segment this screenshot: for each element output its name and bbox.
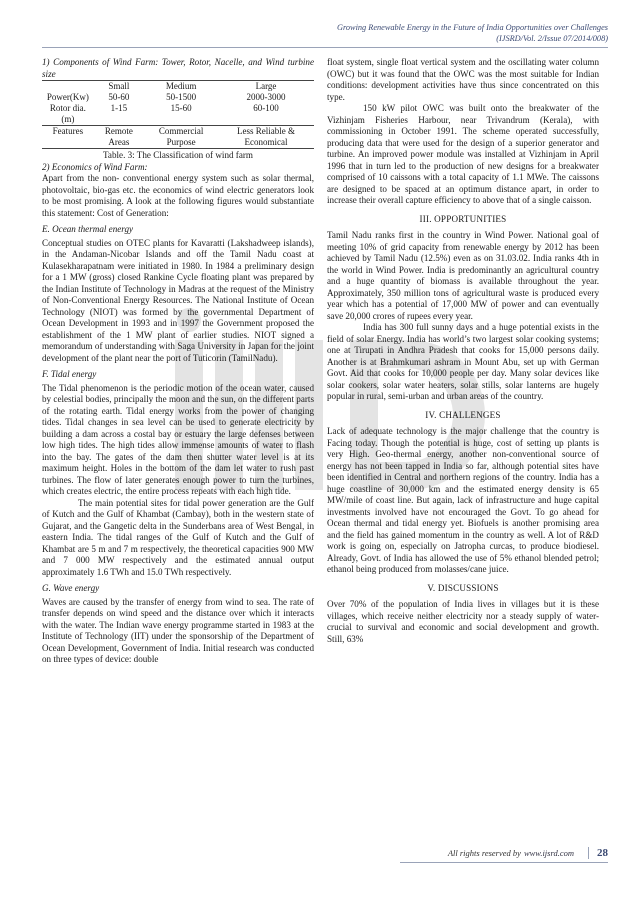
paragraph-opportunities-1: Tamil Nadu ranks first in the country in Wind Power. National goal of meeting 10% of grid capacity from renewable energy by 2012 has been achieved by Tamil Nadu (12.5%) even as on 31.03.02. India ranks 4th in the world in Wind Power. India is predominantly an agricultural country and a huge quantity of biomass is available throughout the year. Approximately, 350 million tons of agricultural waste is produced every year which has a potential of 17,000 MW of power and can eventually save 20,000 crores of rupees every year.: [327, 230, 599, 321]
paragraph-tidal-2: The main potential sites for tidal power generation are the Gulf of Kutch and the Gulf of Khambat (Cambay), both in the western state of Gujarat, and the Gangetic delta in the Sunderbans area of West Bengal, in eastern India. The tidal ranges of the Gulf of Kutch and the Gulf of Khambat are 5 m and 7 m respectively, the theoretical capacities 900 MW and 7 000 MW respectively and the estimated annual output approximately 1.6 TWh and 15.0 TWh respectively.: [42, 497, 314, 577]
footer-divider: [400, 862, 608, 863]
paragraph-owc: 150 kW pilot OWC was built onto the breakwater of the Vizhinjam Fisheries Harbour, near Trivandrum (Kerala), with commissioning in October 1991. The scheme operated successfully, producing data that were used for the design of a superior generator and turbine. An improved power module was installed at Vizhinjam in April 1996 that in turn led to the production of new designs for a breakwater comprised of 10 caissons with a total capacity of 1.1 MWe. The caissons are designed to be spaced at an optimum distance apart, in order to increase their overall capture efficiency to above that of a single caisson.: [327, 103, 599, 205]
table-row: [42, 103, 314, 126]
section-challenges-heading: IV. CHALLENGES: [425, 409, 501, 420]
running-header: [337, 22, 608, 44]
table-cell: 15-60: [170, 103, 192, 113]
paragraph-discussions: Over 70% of the population of India lives in villages but it is these villages, which receive neither electricity nor a steady supply of water- crucial to survival and economic and social development and growth. Still, 63%: [327, 599, 599, 644]
wind-farm-table: [42, 80, 314, 149]
header-divider: [42, 47, 608, 48]
table-header-cell: [42, 81, 94, 93]
header-title: Growing Renewable Energy in the Future of India Opportunities over Challenges: [337, 23, 608, 32]
table-cell: 1-15: [110, 103, 128, 113]
paragraph-challenges: Lack of adequate technology is the major challenge that the country is Facing today. Though the potential is huge, cost of setting up plants is very High. Geo-thermal energy, another non-conventional source of energy has not been tapped in India so far, although potential sites have been identified in Central and northern regions of the country. India has a huge coastline of 30,000 km and the estimated energy density is 65 MW/mile of coast line. But again, lack of infrastructure and huge capital investments involved have not encouraged the Govt. To go ahead for Ocean thermal and tidal energy yet. Biofuels is another promising area and the field has gained momentum in the country as well. A lot of R&D work is going on, especially on Jatropha curcas, to produce biodiesel. Already, Govt. of India has allowed the use of 5% ethanol blended petrol; ethanol being produced from molasses/cane juice.: [327, 426, 599, 574]
section-opportunities-heading: III. OPPORTUNITIES: [419, 213, 507, 224]
footer-site-link[interactable]: www.ijsrd.com: [523, 848, 574, 858]
page-number: 28: [588, 847, 608, 859]
table-cell: 50-60: [108, 92, 130, 102]
paragraph-wave-continued: float system, single float vertical system and the oscillating water column (OWC) but it was found that the OWC was the most suitable for Indian conditions: development activities have thus since concentrated on this type.: [327, 57, 599, 102]
header-issue: (IJSRD/Vol. 2/Issue 07/2014/008): [496, 34, 608, 43]
paragraph-economics: Apart from the non- conventional energy system such as solar thermal, photovoltaic, bio-gas etc. the economics of wind electric generators look to be most promising. A look at the following figures would substantiate this statement: Cost of Generation:: [42, 173, 314, 218]
table-caption: Table. 3: The Classification of wind farm: [103, 150, 253, 160]
table-cell: 60-100: [253, 103, 279, 113]
section-discussions-heading: V. DISCUSSIONS: [427, 582, 499, 593]
paragraph-wave: Waves are caused by the transfer of energy from wind to sea. The rate of transfer depends on wind speed and the distance over which it interacts with the water. The Indian wave energy programme started in 1983 at the Institute of Technology (IIT) under the sponsorship of the Department of Ocean Development, Government of India. Initial research was conducted on three types of device: double: [42, 596, 314, 664]
table-cell: 2000-3000: [246, 92, 286, 102]
table-cell: Less Reliable & Economical: [218, 126, 314, 149]
table-header-cell: Small: [94, 81, 144, 93]
right-column: [327, 57, 599, 645]
table-header-cell: Medium: [144, 81, 218, 93]
paragraph-opportunities-2: India has 300 full sunny days and a huge potential exists in the field of solar Energy. India has world’s two largest solar cooking systems; one at Tirupati in Andhra Pradesh that cooks for 15,000 persons daily. Another is at Brahmkumari ashram in Mount Abu, set up with German Govt. Aid that cooks for 10,000 people per day. Many solar devices like solar cookers, solar water heaters, solar stills, solar lanterns are hugely popular in rural, semi-urban and urban areas of the country.: [327, 322, 599, 401]
subsection-wind-farm-economics: 2) Economics of Wind Farm:: [42, 161, 148, 172]
table-cell: Commercial Purpose: [144, 126, 218, 149]
table-header-cell: Large: [218, 81, 314, 93]
subsection-wind-farm-components: 1) Components of Wind Farm: Tower, Rotor, Nacelle, and Wind turbine size: [42, 57, 314, 79]
table-cell: Rotor dia.(m): [49, 103, 86, 124]
footer-rights: All rights reserved by: [447, 848, 521, 858]
section-ocean-thermal-heading: E. Ocean thermal energy: [42, 224, 134, 234]
table-header-row: [42, 81, 314, 93]
page-footer: [448, 847, 608, 859]
table-row: [42, 126, 314, 149]
table-cell: 50-1500: [166, 92, 197, 102]
paragraph-otec: Conceptual studies on OTEC plants for Kavaratti (Lakshadweep islands), in the Andaman-Nicobar Islands and off the Tamil Nadu coast at Kulasekharapatnam were initiated in 1980. In 1984 a preliminary design for a 1 MW (gross) closed Rankine Cycle floating plant was prepared by the Indian Institute of Technology in Madras at the request of the Ministry of Non-Conventional Energy Resources. The National Institute of Ocean Technology (NIOT) was formed by the governmental Department of Ocean Development in 1993 and in 1997 the Government proposed the establishment of the 1 MW plant of earlier studies. NIOT signed a memorandum of understanding with Saga University in Japan for the joint development of the plant near the port of Tuticorin (TamilNadu).: [42, 237, 314, 363]
table-cell: Remote Areas: [94, 126, 144, 149]
table-cell: Power(Kw): [46, 92, 89, 102]
table-cell: Features: [42, 126, 94, 149]
left-column: [42, 57, 314, 666]
section-wave-heading: G. Wave energy: [42, 583, 100, 593]
paragraph-tidal-1: The Tidal phenomenon is the periodic motion of the ocean water, caused by celestial bodies, principally the moon and the sun, on the different parts of the rotating earth. Tidal energy works from the power of changing tides. Tidal changes in sea level can be used to generate electricity by building a dam across a costal bay or estuary the large defenses between low high tides. The high tides allow immense amounts of water to flash into the bay. The gates of the dam then shutter water level is at its maximum height. Holes in the bottom of the dam let water to rush past turbines. The flow of later generates enough power to turn the turbines, which creates electric, the entire process repeats with each high tide.: [42, 382, 314, 496]
section-tidal-heading: F. Tidal energy: [42, 369, 97, 379]
table-row: [42, 92, 314, 103]
